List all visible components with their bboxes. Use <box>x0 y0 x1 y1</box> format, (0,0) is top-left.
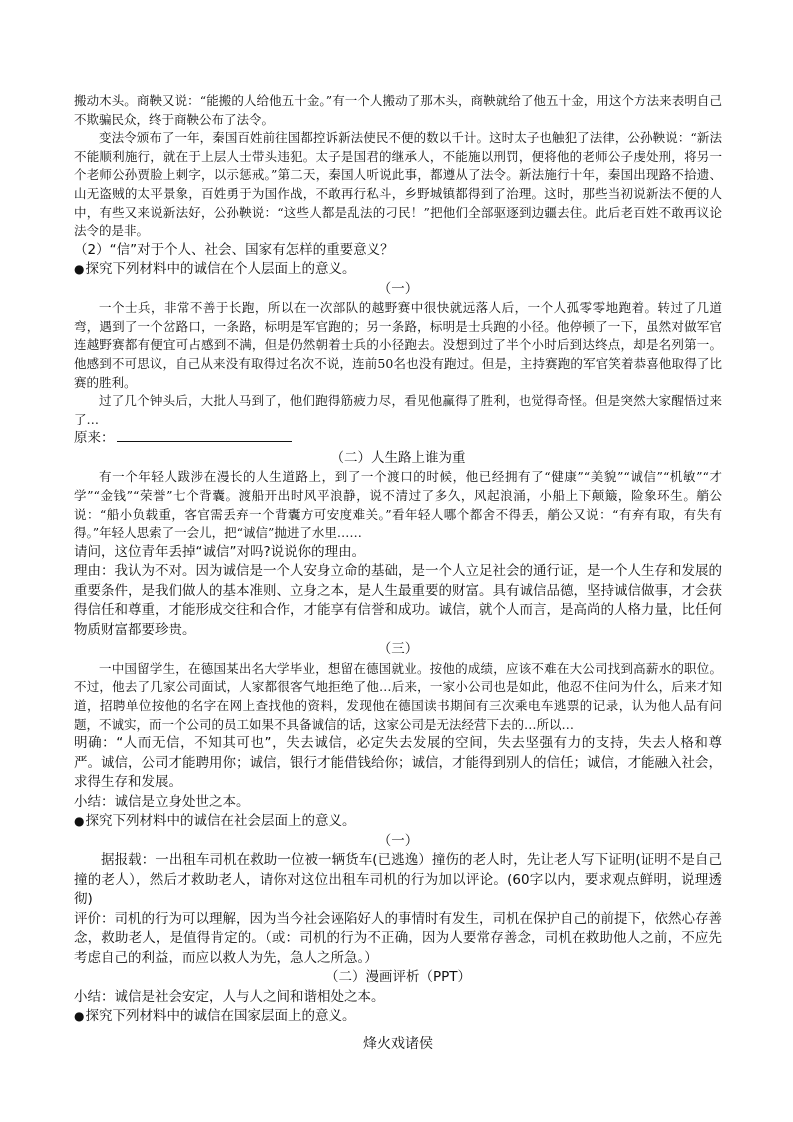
section-5-title: （二）漫画评析（PPT） <box>324 969 472 986</box>
question-honesty: 请问，这位青年丢掉“诚信”对吗?说说你的理由。 <box>74 543 366 560</box>
paragraph-taxi-driver: 据报载：一出租车司机在救助一位被一辆货车(已逃逸）撞伤的老人时，先让老人写下证明(证明不是自己撞的老人），然后才救助老人，请你对这位出租车司机的行为加以评论。(60字以内，要求观点鲜明，说理透彻) <box>74 852 722 908</box>
summary-2: 小结：诚信是社会安定，人与人之间和谐相处之本。 <box>74 988 385 1005</box>
final-story-title: 烽火戏诸侯 <box>363 1035 433 1052</box>
explore-personal-level: ● 探究下列材料中的诚信在个人层面上的意义。 <box>74 260 722 280</box>
paragraph-soldier-race: 一个士兵，非常不善于长跑，所以在一次部队的越野赛中很快就远落人后，一个人孤零零地跑着。转过了几道弯，遇到了一个岔路口，一条路，标明是军官跑的；另一条路，标明是士兵跑的小径。他停顿了一下，虽然对做军官连越野赛都有便宜可占感到不满，但是仍然朝着士兵的小径跑去。没想到过了半个小时后到达终点，却是名列第一。他感到不可思议，自己从来没有取得过名次不说，连前50名也没有跑过。但是，主持赛跑的军官笑着恭喜他取得了比赛的胜利。 <box>74 300 722 390</box>
answer-line-yuanlai <box>74 429 722 449</box>
summary-1: 小结：诚信是立身处世之本。 <box>74 793 250 810</box>
answer-blank[interactable] <box>117 431 292 442</box>
paragraph-hours-later: 过了几个钟头后，大批人马到了，他们跑得筋疲力尽，看见他赢得了胜利，也觉得奇怪。但是突然大家醒悟过来了… <box>74 393 722 427</box>
reason-answer: 理由：我认为不对。因为诚信是一个人安身立命的基础，是一个人立足社会的通行证，是一个人生存和发展的重要条件，是我们做人的基本准则、立身之本，是人生最重要的财富。具有诚信品德，坚持诚信做事，才会获得信任和尊重，才能形成交往和合作，才能享有信誉和成功。诚信，就个人而言，是高尚的人格力量，比任何物质财富都要珍贵。 <box>74 563 722 638</box>
paragraph-young-man: 有一个年轻人跋涉在漫长的人生道路上，到了一个渡口的时候，他已经拥有了“健康”“美貌”“诚信”“机敏”“才学”“金钱”“荣誉”七个背囊。渡船开出时风平浪静，说不清过了多久，风起浪涌，小船上下颠簸，险象环生。艄公说：“船小负载重，客官需丢弃一个背囊方可安度难关。”看年轻人哪个都舍不得丢，艄公又说：“有弃有取，有失有得。”年轻人思索了一会儿，把“诚信”抛进了水里…… <box>74 469 722 541</box>
section-1-title: （一） <box>377 280 419 297</box>
paragraph-student-germany: 一中国留学生，在德国某出名大学毕业，想留在德国就业。按他的成绩，应该不难在大公司找到高薪水的职位。不过，他去了几家公司面试，人家都很客气地拒绝了他…后来，一家小公司也是如此，他忍不住问为什么，后来才知道，招聘单位按他的名字在网上查找他的资料，发现他在德国读书期间有三次乘电车逃票的记录，认为他人品有问题，不诚实，而一个公司的员工如果不具备诚信的话，这家公司是无法经营下去的…所以… <box>74 660 722 732</box>
evaluation-answer: 评价：司机的行为可以理解，因为当今社会诬陷好人的事情时有发生，司机在保护自己的前提下，依然心存善念，救助老人，是值得肯定的。（或：司机的行为不正确，因为人要常存善念，司机在救助他人之前，不应先考虑自己的利益，而应以救人为先，急人之所急。） <box>74 910 722 966</box>
explore-national-level: ● 探究下列材料中的诚信在国家层面上的意义。 <box>74 1007 722 1027</box>
section-4-title: （一） <box>377 832 419 849</box>
section-3-title: （三） <box>377 641 419 658</box>
yuanlai-label: 原来： <box>74 430 115 447</box>
explore-social-level: ● 探究下列材料中的诚信在社会层面上的意义。 <box>74 812 722 832</box>
paragraph-reform-law: 变法令颁布了一年，秦国百姓前往国都控诉新法使民不便的数以千计。这时太子也触犯了法律，公孙鞅说：“新法不能顺利施行，就在于上层人士带头违犯。太子是国君的继承人，不能施以刑罚，便将他的老师公子虔处刑，将另一个老师公孙贾脸上刺字，以示惩戒。”第二天，秦国人听说此事，都遵从了法令。新法施行十年，秦国出现路不拾遗、山无盗贼的太平景象，百姓勇于为国作战，不敢再行私斗，乡野城镇都得到了治理。这时，那些当初说新法不便的人中，有些又来说新法好，公孙鞅说：“这些人都是乱法的刁民！”把他们全部驱逐到边疆去住。此后老百姓不敢再议论法令的是非。 <box>74 130 722 239</box>
question-2: （2）“信”对于个人、社会、国家有怎样的重要意义？ <box>74 241 394 258</box>
section-2-title: （二）人生路上谁为重 <box>330 449 466 466</box>
paragraph-shang-yang-wood: 搬动木头。商鞅又说：“能搬的人给他五十金。”有一个人搬动了那木头，商鞅就给了他五十金，用这个方法来表明自己不欺骗民众，终于商鞅公布了法令。 <box>74 93 722 127</box>
document-page <box>74 92 722 1055</box>
clarification: 明确：“人而无信，不知其可也”，失去诚信，必定失去发展的空间，失去坚强有力的支持，失去人格和尊严。诚信，公司才能聘用你；诚信，银行才能借钱给你；诚信，才能得到别人的信任；诚信，才能融入社会，求得生存和发展。 <box>74 735 722 791</box>
